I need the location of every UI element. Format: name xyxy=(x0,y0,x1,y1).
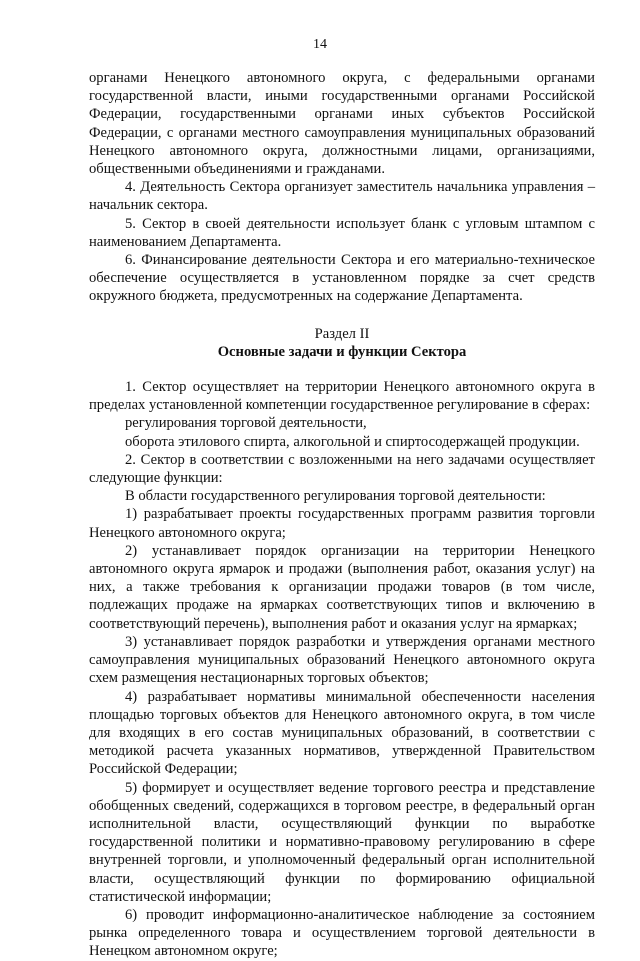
paragraph: оборота этилового спирта, алкогольной и спиртосодержащей продукции. xyxy=(125,433,580,450)
paragraph: 2. Сектор в соответствии с возложенными на него задачами осуществляет следующие функции: xyxy=(89,451,595,487)
paragraph: 6. Финансирование деятельности Сектора и его материально-техническое обеспечение осуществляется в установленном порядке за счет средств окружного бюджета, предусмотренных на содержание Департамента. xyxy=(89,252,595,305)
paragraph: 4. Деятельность Сектора организует заместитель начальника управления – начальник сектора. xyxy=(89,179,595,214)
paragraph: 1) разрабатывает проекты государственных программ развития торговли Ненецкого автономного округа; xyxy=(89,506,595,541)
paragraph: 1. Сектор осуществляет на территории Ненецкого автономного округа в пределах установленной компетенции государственное регулирование в сферах: xyxy=(89,379,595,414)
section-title: Основные задачи и функции Сектора xyxy=(217,343,467,360)
paragraph: органами Ненецкого автономного округа, с федеральными органами государственной власти, иными государственными органами Российской Федерации, государственными органами иных субъектов Российской Федерации, с органами местного самоуправления муниципальных образований Ненецкого автономного округа, должностными лицами, организациями, общественными объединениями и гражданами. xyxy=(89,70,595,178)
section-number: Раздел II xyxy=(314,325,370,342)
paragraph: 4) разрабатывает нормативы минимальной обеспеченности населения площадью торговых объектов для Ненецкого автономного округа, в том числе для входящих в его состав муниципальных образований, в соответствии с методикой расчета указанных нормативов, утвержденной Правительством Российской Федерации; xyxy=(89,688,595,778)
paragraph: 5. Сектор в своей деятельности использует бланк с угловым штампом с наименованием Департамента. xyxy=(89,215,595,250)
paragraph: 3) устанавливает порядок разработки и утверждения органами местного самоуправления муниципальных образований Ненецкого автономного округа схем размещения нестационарных торговых объектов; xyxy=(89,633,595,687)
document-body xyxy=(89,69,595,961)
page-number: 14 xyxy=(313,37,327,52)
paragraph: 6) проводит информационно-аналитическое наблюдение за состоянием рынка определенного товара и осуществлением торговой деятельности в Ненецком автономном округе; xyxy=(89,906,595,960)
paragraph: В области государственного регулирования торговой деятельности: xyxy=(125,488,546,505)
paragraph: регулирования торговой деятельности, xyxy=(125,415,367,432)
section-heading xyxy=(89,325,595,361)
paragraph: 2) устанавливает порядок организации на территории Ненецкого автономного округа ярмарок и продажи (выполнения работ, оказания услуг) на них, а также требования к организации продажи товаров (в том числе, подлежащих продаже на ярмарках соответствующих типов и включению в соответствующий перечень), выполнения работ и оказания услуг на ярмарках; xyxy=(89,542,595,632)
paragraph: 5) формирует и осуществляет ведение торгового реестра и представление обобщенных сведений, содержащихся в торговом реестре, в федеральный орган исполнительной власти, осуществляющий функции по выработке государственной политики и нормативно-правовому регулированию в сфере внутренней торговли, и уполномоченный федеральный орган исполнительной власти, осуществляющий функции по формированию официальной статистической информации; xyxy=(89,779,595,905)
